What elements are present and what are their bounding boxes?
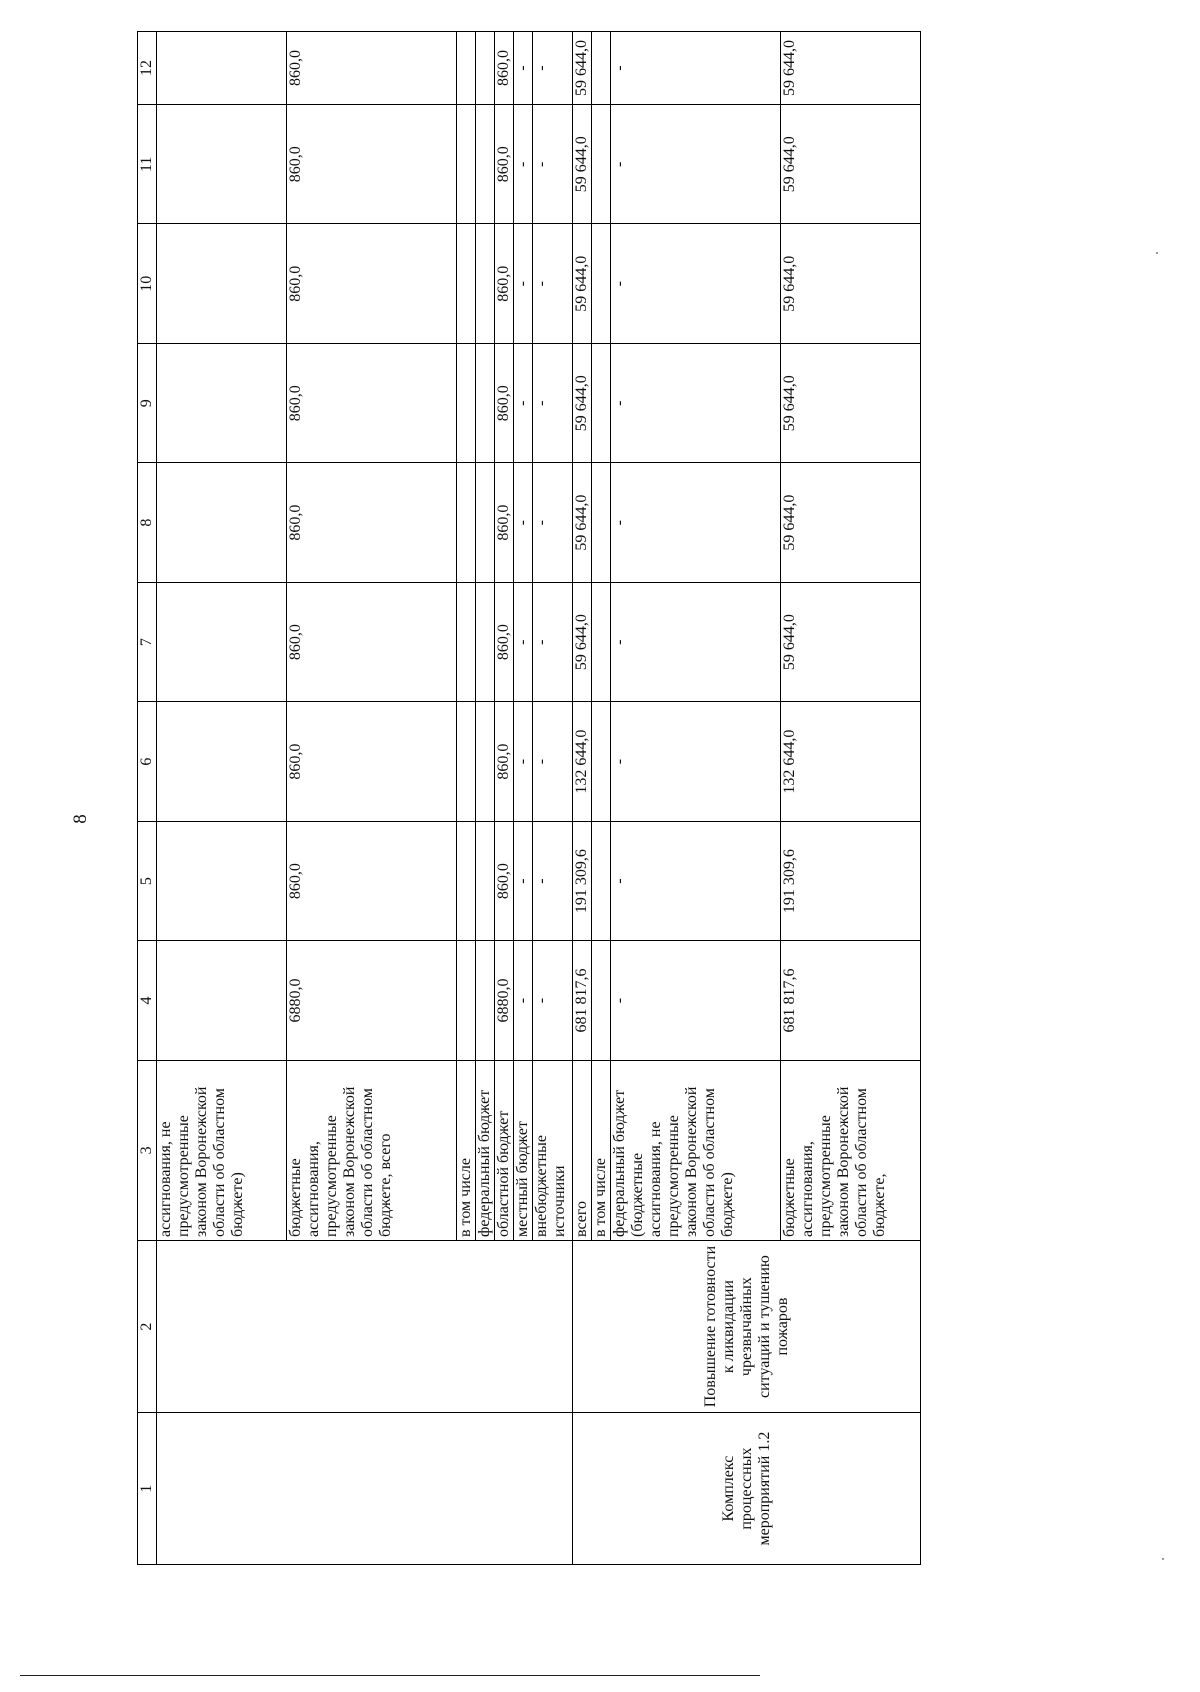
block-measure-cell	[157, 1413, 573, 1565]
value-cell: 860,0	[495, 224, 514, 343]
value-cell: -	[533, 463, 573, 582]
value-cell	[457, 224, 476, 343]
value-cell: -	[514, 702, 533, 821]
value-cell: 59 644,0	[781, 105, 921, 224]
value-cell	[457, 105, 476, 224]
value-cell	[457, 821, 476, 940]
value-cell: -	[611, 941, 781, 1060]
value-cell: 860,0	[495, 105, 514, 224]
column-header: 6	[138, 702, 157, 821]
value-cell: 860,0	[287, 32, 457, 105]
budget-table-sheet	[137, 31, 921, 1565]
budget-table	[137, 31, 921, 1565]
value-cell	[592, 463, 611, 582]
value-cell	[476, 821, 495, 940]
value-cell: 59 644,0	[573, 224, 592, 343]
value-cell	[592, 343, 611, 462]
value-cell: 6880,0	[495, 941, 514, 1060]
column-header: 2	[138, 1241, 157, 1413]
value-cell	[157, 702, 287, 821]
value-cell: -	[514, 32, 533, 105]
row-label: в том числе	[457, 1060, 476, 1240]
value-cell: -	[611, 821, 781, 940]
table-body	[157, 32, 921, 1565]
value-cell: 59 644,0	[781, 32, 921, 105]
value-cell	[157, 105, 287, 224]
value-cell: 191 309,6	[573, 821, 592, 940]
page-number: 8	[70, 814, 91, 824]
value-cell: -	[611, 343, 781, 462]
column-header: 8	[138, 463, 157, 582]
value-cell	[592, 821, 611, 940]
row-label: федеральный бюджет	[476, 1060, 495, 1240]
column-header: 11	[138, 105, 157, 224]
row-label: областной бюджет	[495, 1060, 514, 1240]
value-cell	[476, 343, 495, 462]
value-cell: -	[611, 582, 781, 701]
value-cell	[157, 941, 287, 1060]
value-cell: -	[611, 224, 781, 343]
column-number-row	[138, 32, 157, 1565]
value-cell: 681 817,6	[573, 941, 592, 1060]
value-cell	[476, 582, 495, 701]
value-cell: -	[514, 343, 533, 462]
value-cell: 59 644,0	[573, 343, 592, 462]
value-cell	[476, 702, 495, 821]
row-label: всего	[573, 1060, 592, 1240]
value-cell	[592, 582, 611, 701]
value-cell: -	[611, 463, 781, 582]
value-cell: 59 644,0	[781, 224, 921, 343]
value-cell	[157, 821, 287, 940]
column-header: 4	[138, 941, 157, 1060]
value-cell	[457, 32, 476, 105]
value-cell: 860,0	[287, 105, 457, 224]
value-cell: -	[611, 32, 781, 105]
table-row	[573, 32, 592, 1565]
value-cell	[157, 582, 287, 701]
value-cell	[476, 105, 495, 224]
column-header: 12	[138, 32, 157, 105]
value-cell: 59 644,0	[573, 105, 592, 224]
value-cell: 860,0	[287, 702, 457, 821]
value-cell: 132 644,0	[573, 702, 592, 821]
value-cell: 681 817,6	[781, 941, 921, 1060]
value-cell	[476, 32, 495, 105]
value-cell	[457, 941, 476, 1060]
scan-speck	[1162, 1558, 1164, 1560]
complex-measures-cell: Комплекс процессных мероприятий 1.2	[573, 1413, 921, 1565]
value-cell: 860,0	[495, 582, 514, 701]
value-cell: 6880,0	[287, 941, 457, 1060]
value-cell	[592, 105, 611, 224]
value-cell: 860,0	[287, 343, 457, 462]
value-cell: 191 309,6	[781, 821, 921, 940]
row-label: ассигнования, не предусмотренные законом Воронежской области об областном бюджете)	[157, 1060, 287, 1240]
value-cell: 860,0	[287, 463, 457, 582]
value-cell: 860,0	[495, 32, 514, 105]
value-cell: -	[611, 105, 781, 224]
measure-title-cell: Повышение готовности к ликвидации чрезвычайных ситуаций и тушению пожаров	[573, 1241, 921, 1413]
bottom-rule	[20, 1675, 760, 1676]
value-cell	[157, 463, 287, 582]
column-header: 1	[138, 1413, 157, 1565]
value-cell	[592, 32, 611, 105]
value-cell: -	[514, 463, 533, 582]
row-label: федеральный бюджет (бюджетные ассигнования, не предусмотренные законом Воронежской области об областном бюджете)	[611, 1060, 781, 1240]
row-label: бюджетные ассигнования, предусмотренные законом Воронежской области об областном бюджете, всего	[287, 1060, 457, 1240]
value-cell	[592, 941, 611, 1060]
value-cell	[476, 224, 495, 343]
table-row	[157, 32, 287, 1565]
value-cell: -	[533, 821, 573, 940]
row-label: бюджетные ассигнования, предусмотренные законом Воронежской области об областном бюджете,	[781, 1060, 921, 1240]
value-cell: 860,0	[495, 821, 514, 940]
value-cell	[157, 343, 287, 462]
column-header: 7	[138, 582, 157, 701]
value-cell: 59 644,0	[573, 32, 592, 105]
value-cell: -	[533, 941, 573, 1060]
value-cell: -	[514, 941, 533, 1060]
value-cell: 860,0	[495, 463, 514, 582]
value-cell	[457, 702, 476, 821]
row-label: внебюджетные источники	[533, 1060, 573, 1240]
column-header: 10	[138, 224, 157, 343]
value-cell: 860,0	[495, 702, 514, 821]
column-header: 3	[138, 1060, 157, 1240]
value-cell: -	[611, 702, 781, 821]
value-cell	[476, 463, 495, 582]
block-title-cell	[157, 1241, 573, 1413]
value-cell: -	[514, 582, 533, 701]
value-cell	[457, 463, 476, 582]
value-cell	[476, 941, 495, 1060]
value-cell: 860,0	[287, 224, 457, 343]
value-cell: -	[514, 821, 533, 940]
column-header: 9	[138, 343, 157, 462]
value-cell	[457, 582, 476, 701]
row-label: местный бюджет	[514, 1060, 533, 1240]
scan-speck	[1156, 252, 1158, 254]
value-cell: 59 644,0	[781, 343, 921, 462]
value-cell: -	[533, 224, 573, 343]
value-cell: 860,0	[287, 582, 457, 701]
value-cell: 59 644,0	[781, 463, 921, 582]
value-cell: -	[514, 105, 533, 224]
value-cell: -	[533, 702, 573, 821]
value-cell: 860,0	[287, 821, 457, 940]
value-cell	[457, 343, 476, 462]
value-cell: 860,0	[495, 343, 514, 462]
row-label: в том числе	[592, 1060, 611, 1240]
column-header: 5	[138, 821, 157, 940]
value-cell: -	[514, 224, 533, 343]
value-cell: -	[533, 105, 573, 224]
value-cell: -	[533, 343, 573, 462]
value-cell	[157, 32, 287, 105]
value-cell: 59 644,0	[573, 582, 592, 701]
value-cell	[592, 702, 611, 821]
value-cell: -	[533, 582, 573, 701]
value-cell: 59 644,0	[573, 463, 592, 582]
value-cell	[157, 224, 287, 343]
value-cell: 132 644,0	[781, 702, 921, 821]
value-cell	[592, 224, 611, 343]
value-cell: -	[533, 32, 573, 105]
value-cell: 59 644,0	[781, 582, 921, 701]
